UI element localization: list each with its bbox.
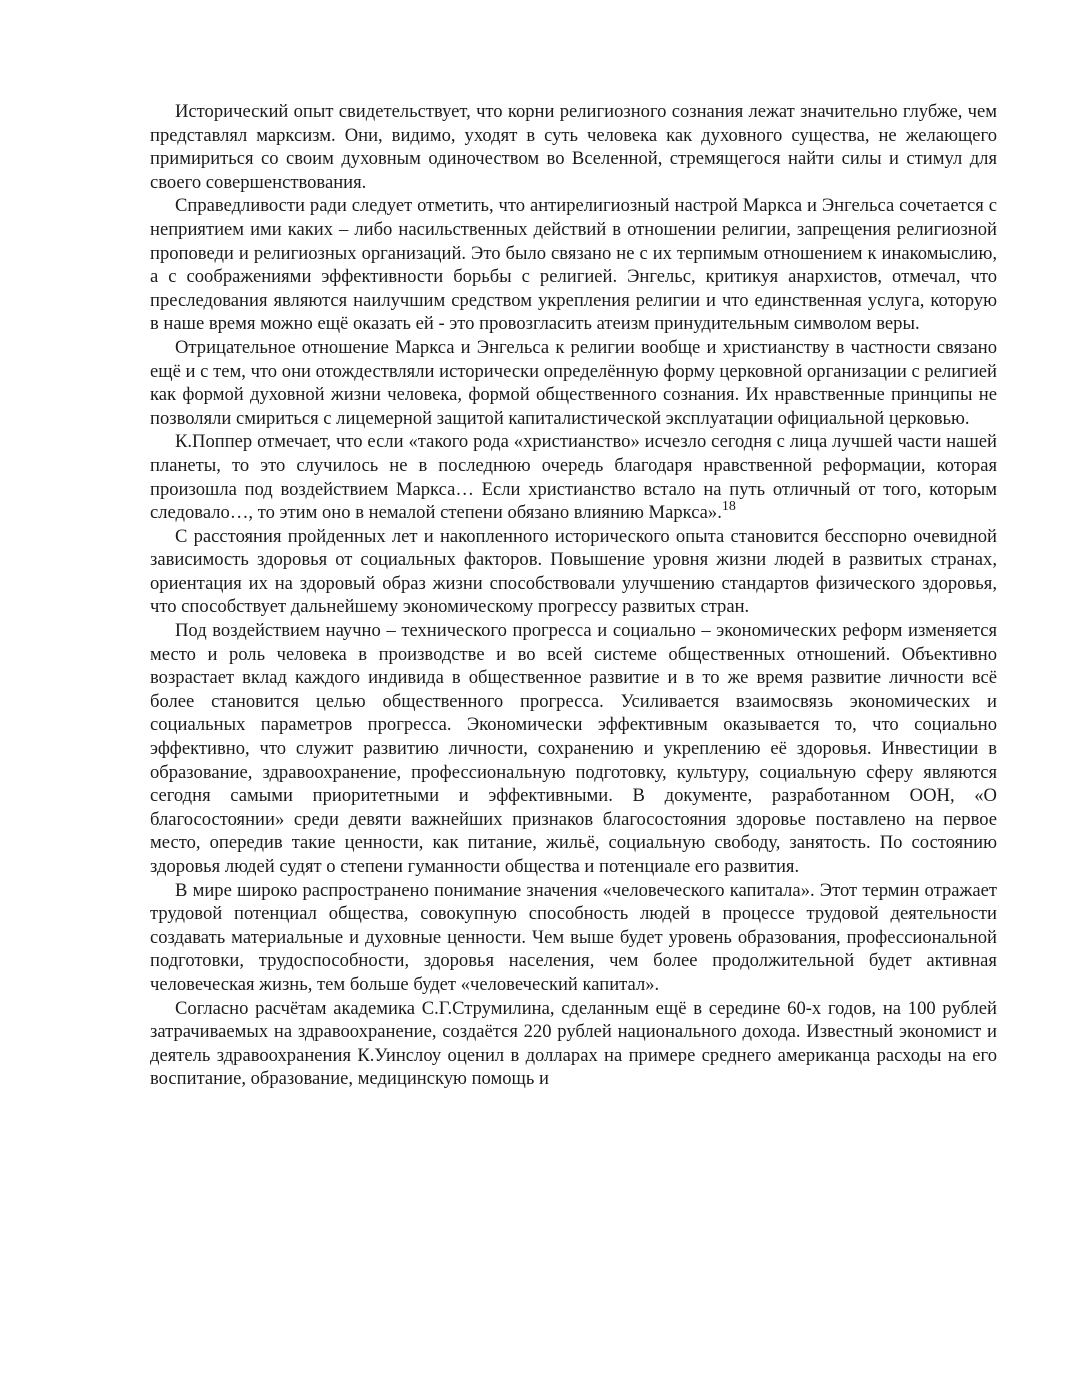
paragraph-text: Отрицательное отношение Маркса и Энгельса к религии вообще и христианству в частности связано ещё и с тем, что они отождествляли исторически определённую форму церковной организации с религией как формой духовной жизни человека, формой общественного сознания. Их нравственные принципы не позволяли смириться с лицемерной защитой капиталистической эксплуатации официальной церковью.	[150, 336, 997, 429]
paragraph-text: Согласно расчётам академика С.Г.Струмилина, сделанным ещё в середине 60-х годов, на 100 рублей затрачиваемых на здравоохранение, создаётся 220 рублей национального дохода. Известный экономист и деятель здравоохранения К.Уинслоу оценил в долларах на примере среднего американца расходы на его воспитание, образование, медицинскую помощь и	[150, 997, 997, 1090]
paragraph-6	[150, 619, 997, 879]
paragraph-2	[150, 194, 997, 336]
paragraph-5	[150, 525, 997, 619]
paragraph-7	[150, 879, 997, 997]
paragraph-text: К.Поппер отмечает, что если «такого рода «христианство» исчезло сегодня с лица лучшей части нашей планеты, то это случилось не в последнюю очередь благодаря нравственной реформации, которая произошла под воздействием Маркса… Если христианство встало на путь отличный от того, которым следовало…, то этим оно в немалой степени обязано влиянию Маркса».	[150, 431, 997, 524]
paragraph-text: Исторический опыт свидетельствует, что корни религиозного сознания лежат значительно глубже, чем представлял марксизм. Они, видимо, уходят в суть человека как духовного существа, не желающего примириться со своим духовным одиночеством во Вселенной, стремящегося найти силы и стимул для своего совершенствования.	[150, 101, 997, 193]
paragraph-3	[150, 336, 997, 430]
paragraph-4	[150, 430, 997, 524]
footnote-reference[interactable]: 18	[721, 499, 736, 515]
document-page	[150, 100, 997, 1091]
paragraph-1	[150, 100, 997, 194]
paragraph-text: С расстояния пройденных лет и накопленного исторического опыта становится бесспорно очевидной зависимость здоровья от социальных факторов. Повышение уровня жизни людей в развитых странах, ориентация их на здоровый образ жизни способствовали улучшению стандартов физического здоровья, что способствует дальнейшему экономическому прогрессу развитых стран.	[150, 525, 997, 618]
paragraph-text: Под воздействием научно – технического прогресса и социально – экономических реформ изменяется место и роль человека в производстве и во всей системе общественных отношений. Объективно возрастает вклад каждого индивида в общественное развитие и в то же время развитие личности всё более становится целью общественного прогресса. Усиливается взаимосвязь экономических и социальных параметров прогресса. Экономически эффективным оказывается то, что социально эффективно, что служит развитию личности, сохранению и укреплению её здоровья. Инвестиции в образование, здравоохранение, профессиональную подготовку, культуру, социальную сферу являются сегодня самыми приоритетными и эффективными. В документе, разработанном ООН, «О благосостоянии» среди девяти важнейших признаков благосостояния здоровье поставлено на первое место, опередив такие ценности, как питание, жильё, социальную свободу, занятость. По состоянию здоровья людей судят о степени гуманности общества и потенциале его развития.	[150, 620, 997, 877]
paragraph-text: Справедливости ради следует отметить, что антирелигиозный настрой Маркса и Энгельса сочетается с неприятием ими каких – либо насильственных действий в отношении религии, запрещения религиозной проповеди и религиозных организаций. Это было связано не с их терпимым отношением к инакомыслию, а с соображениями эффективности борьбы с религией. Энгельс, критикуя анархистов, отмечал, что преследования являются наилучшим средством укрепления религии и что единственная услуга, которую в наше время можно ещё оказать ей - это провозгласить атеизм принудительным символом веры.	[150, 195, 997, 335]
paragraph-8	[150, 997, 997, 1091]
paragraph-text: В мире широко распространено понимание значения «человеческого капитала». Этот термин отражает трудовой потенциал общества, совокупную способность людей в процессе трудовой деятельности создавать материальные и духовные ценности. Чем выше будет уровень образования, профессиональной подготовки, трудоспособности, здоровья населения, чем более продолжительной будет активная человеческая жизнь, тем больше будет «человеческий капитал».	[150, 879, 997, 995]
